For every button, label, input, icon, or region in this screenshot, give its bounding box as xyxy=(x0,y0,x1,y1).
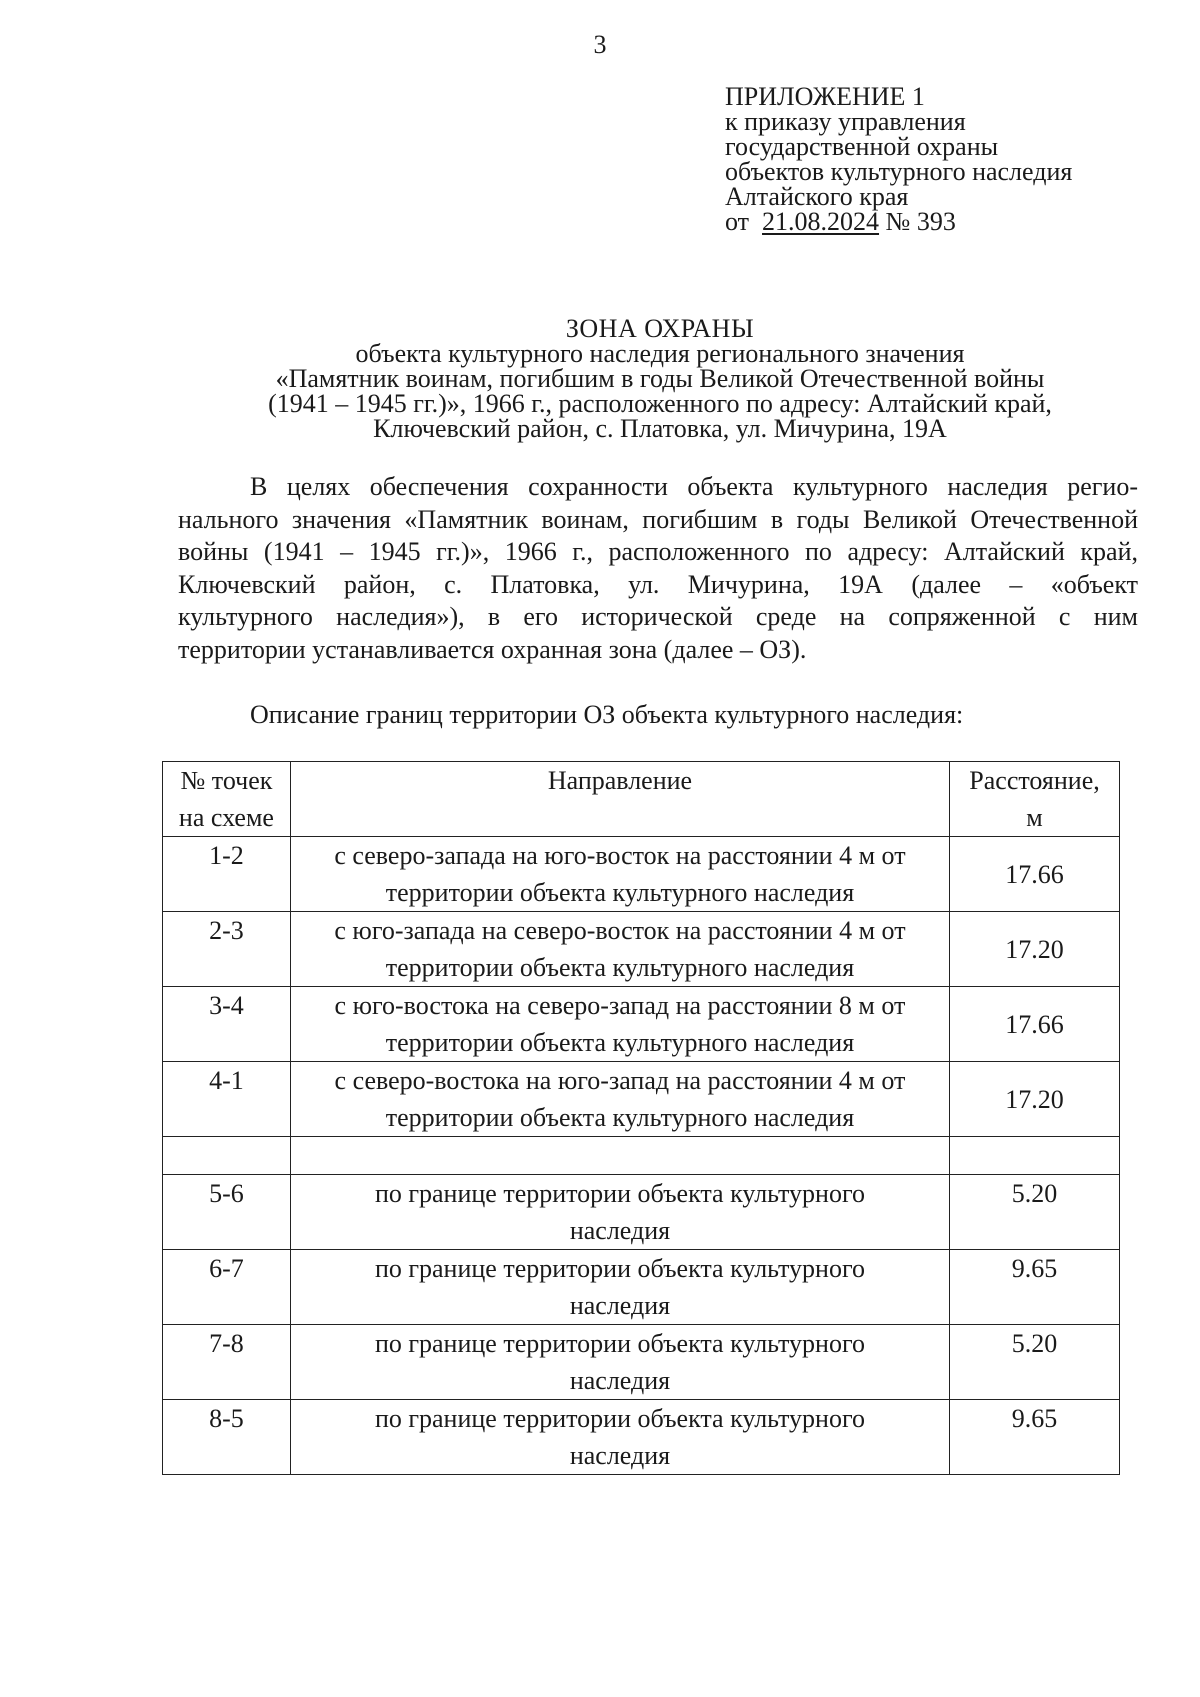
table-row xyxy=(163,987,1120,1062)
appendix-line: государственной охраны xyxy=(725,132,999,161)
order-number: № 393 xyxy=(885,207,956,236)
distance-cell: 5.20 xyxy=(950,1175,1120,1250)
header-direction: Направление xyxy=(290,762,949,837)
points-cell: 1-2 xyxy=(163,837,291,912)
distance-cell: 17.20 xyxy=(950,912,1120,987)
table-caption: Описание границ территории ОЗ объекта культурного наследия: xyxy=(250,700,964,729)
page-number: 3 xyxy=(593,30,607,59)
document-title xyxy=(0,316,1200,441)
points-cell: 7-8 xyxy=(163,1325,291,1400)
points-cell xyxy=(163,1137,291,1175)
direction-cell: по границе территории объекта культурного наследия xyxy=(290,1325,949,1400)
header-distance: Расстояние, м xyxy=(950,762,1120,837)
table-row-empty xyxy=(163,1137,1120,1175)
points-cell: 3-4 xyxy=(163,987,291,1062)
appendix-line: Алтайского края xyxy=(725,182,909,211)
intro-line: нального значения «Памятник воинам, погибшим в годы Великой Отечественной xyxy=(178,504,1138,534)
appendix-line: объектов культурного наследия xyxy=(725,157,1073,186)
intro-line: Ключевский район, с. Платовка, ул. Мичурина, 19А (далее – «объект xyxy=(178,569,1138,599)
table-row xyxy=(163,1175,1120,1250)
boundary-table xyxy=(162,761,1120,1475)
intro-line: войны (1941 – 1945 гг.)», 1966 г., расположенного по адресу: Алтайский край, xyxy=(178,537,1138,566)
table-row xyxy=(163,912,1120,987)
points-cell: 4-1 xyxy=(163,1062,291,1137)
appendix-block xyxy=(725,84,1072,234)
header-points: № точек на схеме xyxy=(163,762,291,837)
points-cell: 6-7 xyxy=(163,1250,291,1325)
appendix-title: ПРИЛОЖЕНИЕ 1 xyxy=(725,82,925,111)
distance-cell: 9.65 xyxy=(950,1400,1120,1475)
distance-cell: 17.66 xyxy=(950,837,1120,912)
table-row xyxy=(163,1250,1120,1325)
date-prefix: от xyxy=(725,207,750,236)
distance-cell xyxy=(950,1137,1120,1175)
distance-cell: 5.20 xyxy=(950,1325,1120,1400)
direction-cell: с юго-запада на северо-восток на расстоянии 4 м от территории объекта культурного наследия xyxy=(290,912,949,987)
direction-cell xyxy=(290,1137,949,1175)
title-line: объекта культурного наследия регионального значения xyxy=(355,339,965,368)
table-row xyxy=(163,1325,1120,1400)
zone-heading: ЗОНА ОХРАНЫ xyxy=(565,314,755,343)
appendix-line: к приказу управления xyxy=(725,107,966,136)
order-date: 21.08.2024 xyxy=(762,207,880,236)
appendix-date-line xyxy=(725,209,1072,234)
intro-line: территории устанавливается охранная зона (далее – ОЗ). xyxy=(178,634,807,664)
title-line: Ключевский район, с. Платовка, ул. Мичурина, 19А xyxy=(373,414,947,443)
title-line: «Памятник воинам, погибшим в годы Великой Отечественной войны xyxy=(275,364,1045,393)
intro-paragraph xyxy=(178,471,1138,666)
direction-cell: по границе территории объекта культурного наследия xyxy=(290,1400,949,1475)
table-header-row xyxy=(163,762,1120,837)
distance-cell: 17.66 xyxy=(950,987,1120,1062)
table-row xyxy=(163,1062,1120,1137)
table-row xyxy=(163,1400,1120,1475)
direction-cell: по границе территории объекта культурного наследия xyxy=(290,1175,949,1250)
points-cell: 2-3 xyxy=(163,912,291,987)
direction-cell: с северо-запада на юго-восток на расстоянии 4 м от территории объекта культурного наследия xyxy=(290,837,949,912)
distance-cell: 17.20 xyxy=(950,1062,1120,1137)
table-row xyxy=(163,837,1120,912)
title-line: (1941 – 1945 гг.)», 1966 г., расположенного по адресу: Алтайский край, xyxy=(268,389,1052,418)
points-cell: 8-5 xyxy=(163,1400,291,1475)
direction-cell: с северо-востока на юго-запад на расстоянии 4 м от территории объекта культурного наследия xyxy=(290,1062,949,1137)
distance-cell: 9.65 xyxy=(950,1250,1120,1325)
direction-cell: по границе территории объекта культурного наследия xyxy=(290,1250,949,1325)
intro-line: В целях обеспечения сохранности объекта культурного наследия регио- xyxy=(250,472,1138,501)
intro-line: культурного наследия»), в его исторической среде на сопряженной с ним xyxy=(178,602,1138,631)
direction-cell: с юго-востока на северо-запад на расстоянии 8 м от территории объекта культурного наследия xyxy=(290,987,949,1062)
points-cell: 5-6 xyxy=(163,1175,291,1250)
